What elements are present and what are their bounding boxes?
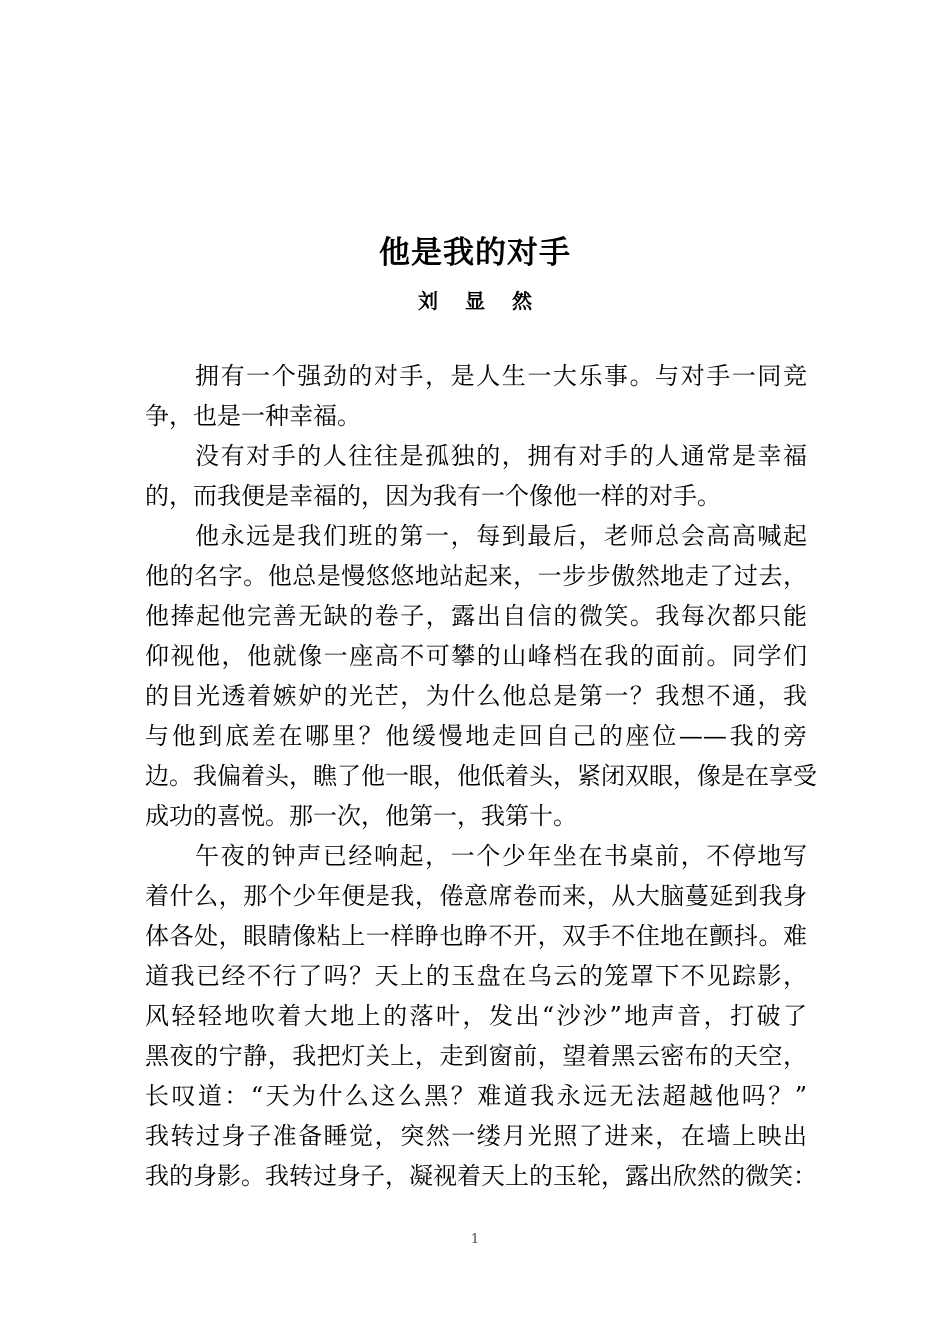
text-line: 我的身影。我转过身子，凝视着天上的玉轮，露出欣然的微笑： <box>145 1162 817 1190</box>
text-line: 仰视他，他就像一座高不可攀的山峰档在我的面前。同学们 <box>145 642 807 670</box>
text-line: 着什么，那个少年便是我，倦意席卷而来，从大脑蔓延到我身 <box>145 882 807 910</box>
text-line: 黑夜的宁静，我把灯关上，走到窗前，望着黑云密布的天空， <box>145 1042 807 1070</box>
author-name: 刘 显 然 <box>418 289 542 313</box>
text-line: 与他到底差在哪里？他缓慢地走回自己的座位——我的旁 <box>145 722 807 750</box>
text-line: 体各处，眼睛像粘上一样睁也睁不开，双手不住地在颤抖。难 <box>145 922 807 950</box>
text-line: 午夜的钟声已经响起，一个少年坐在书桌前，不停地写 <box>195 842 807 870</box>
text-line: 他捧起他完善无缺的卷子，露出自信的微笑。我每次都只能 <box>145 602 807 630</box>
text-line: 我转过身子准备睡觉，突然一缕月光照了进来，在墙上映出 <box>145 1122 807 1150</box>
text-line: 成功的喜悦。那一次，他第一，我第十。 <box>145 802 577 830</box>
text-line: 争，也是一种幸福。 <box>145 402 361 430</box>
text-line: 风轻轻地吹着大地上的落叶，发出“沙沙”地声音，打破了 <box>145 1002 807 1030</box>
text-line: 他永远是我们班的第一，每到最后，老师总会高高喊起 <box>195 522 807 550</box>
text-line: 长叹道：“天为什么这么黑？难道我永远无法超越他吗？” <box>145 1082 807 1110</box>
essay-title: 他是我的对手 <box>379 235 571 271</box>
text-line: 没有对手的人往往是孤独的，拥有对手的人通常是幸福 <box>195 442 807 470</box>
essay-body <box>145 356 817 1196</box>
text-line: 的，而我便是幸福的，因为我有一个像他一样的对手。 <box>145 482 721 510</box>
text-line: 边。我偏着头，瞧了他一眼，他低着头，紧闭双眼，像是在享受 <box>145 762 817 790</box>
text-line: 道我已经不行了吗？天上的玉盘在乌云的笼罩下不见踪影， <box>145 962 807 990</box>
page-number: 1 <box>470 1232 480 1247</box>
text-line: 的目光透着嫉妒的光芒，为什么他总是第一？我想不通，我 <box>145 682 807 710</box>
text-line: 他的名字。他总是慢悠悠地站起来，一步步傲然地走了过去， <box>145 562 807 590</box>
text-line: 拥有一个强劲的对手，是人生一大乐事。与对手一同竞 <box>195 362 807 390</box>
